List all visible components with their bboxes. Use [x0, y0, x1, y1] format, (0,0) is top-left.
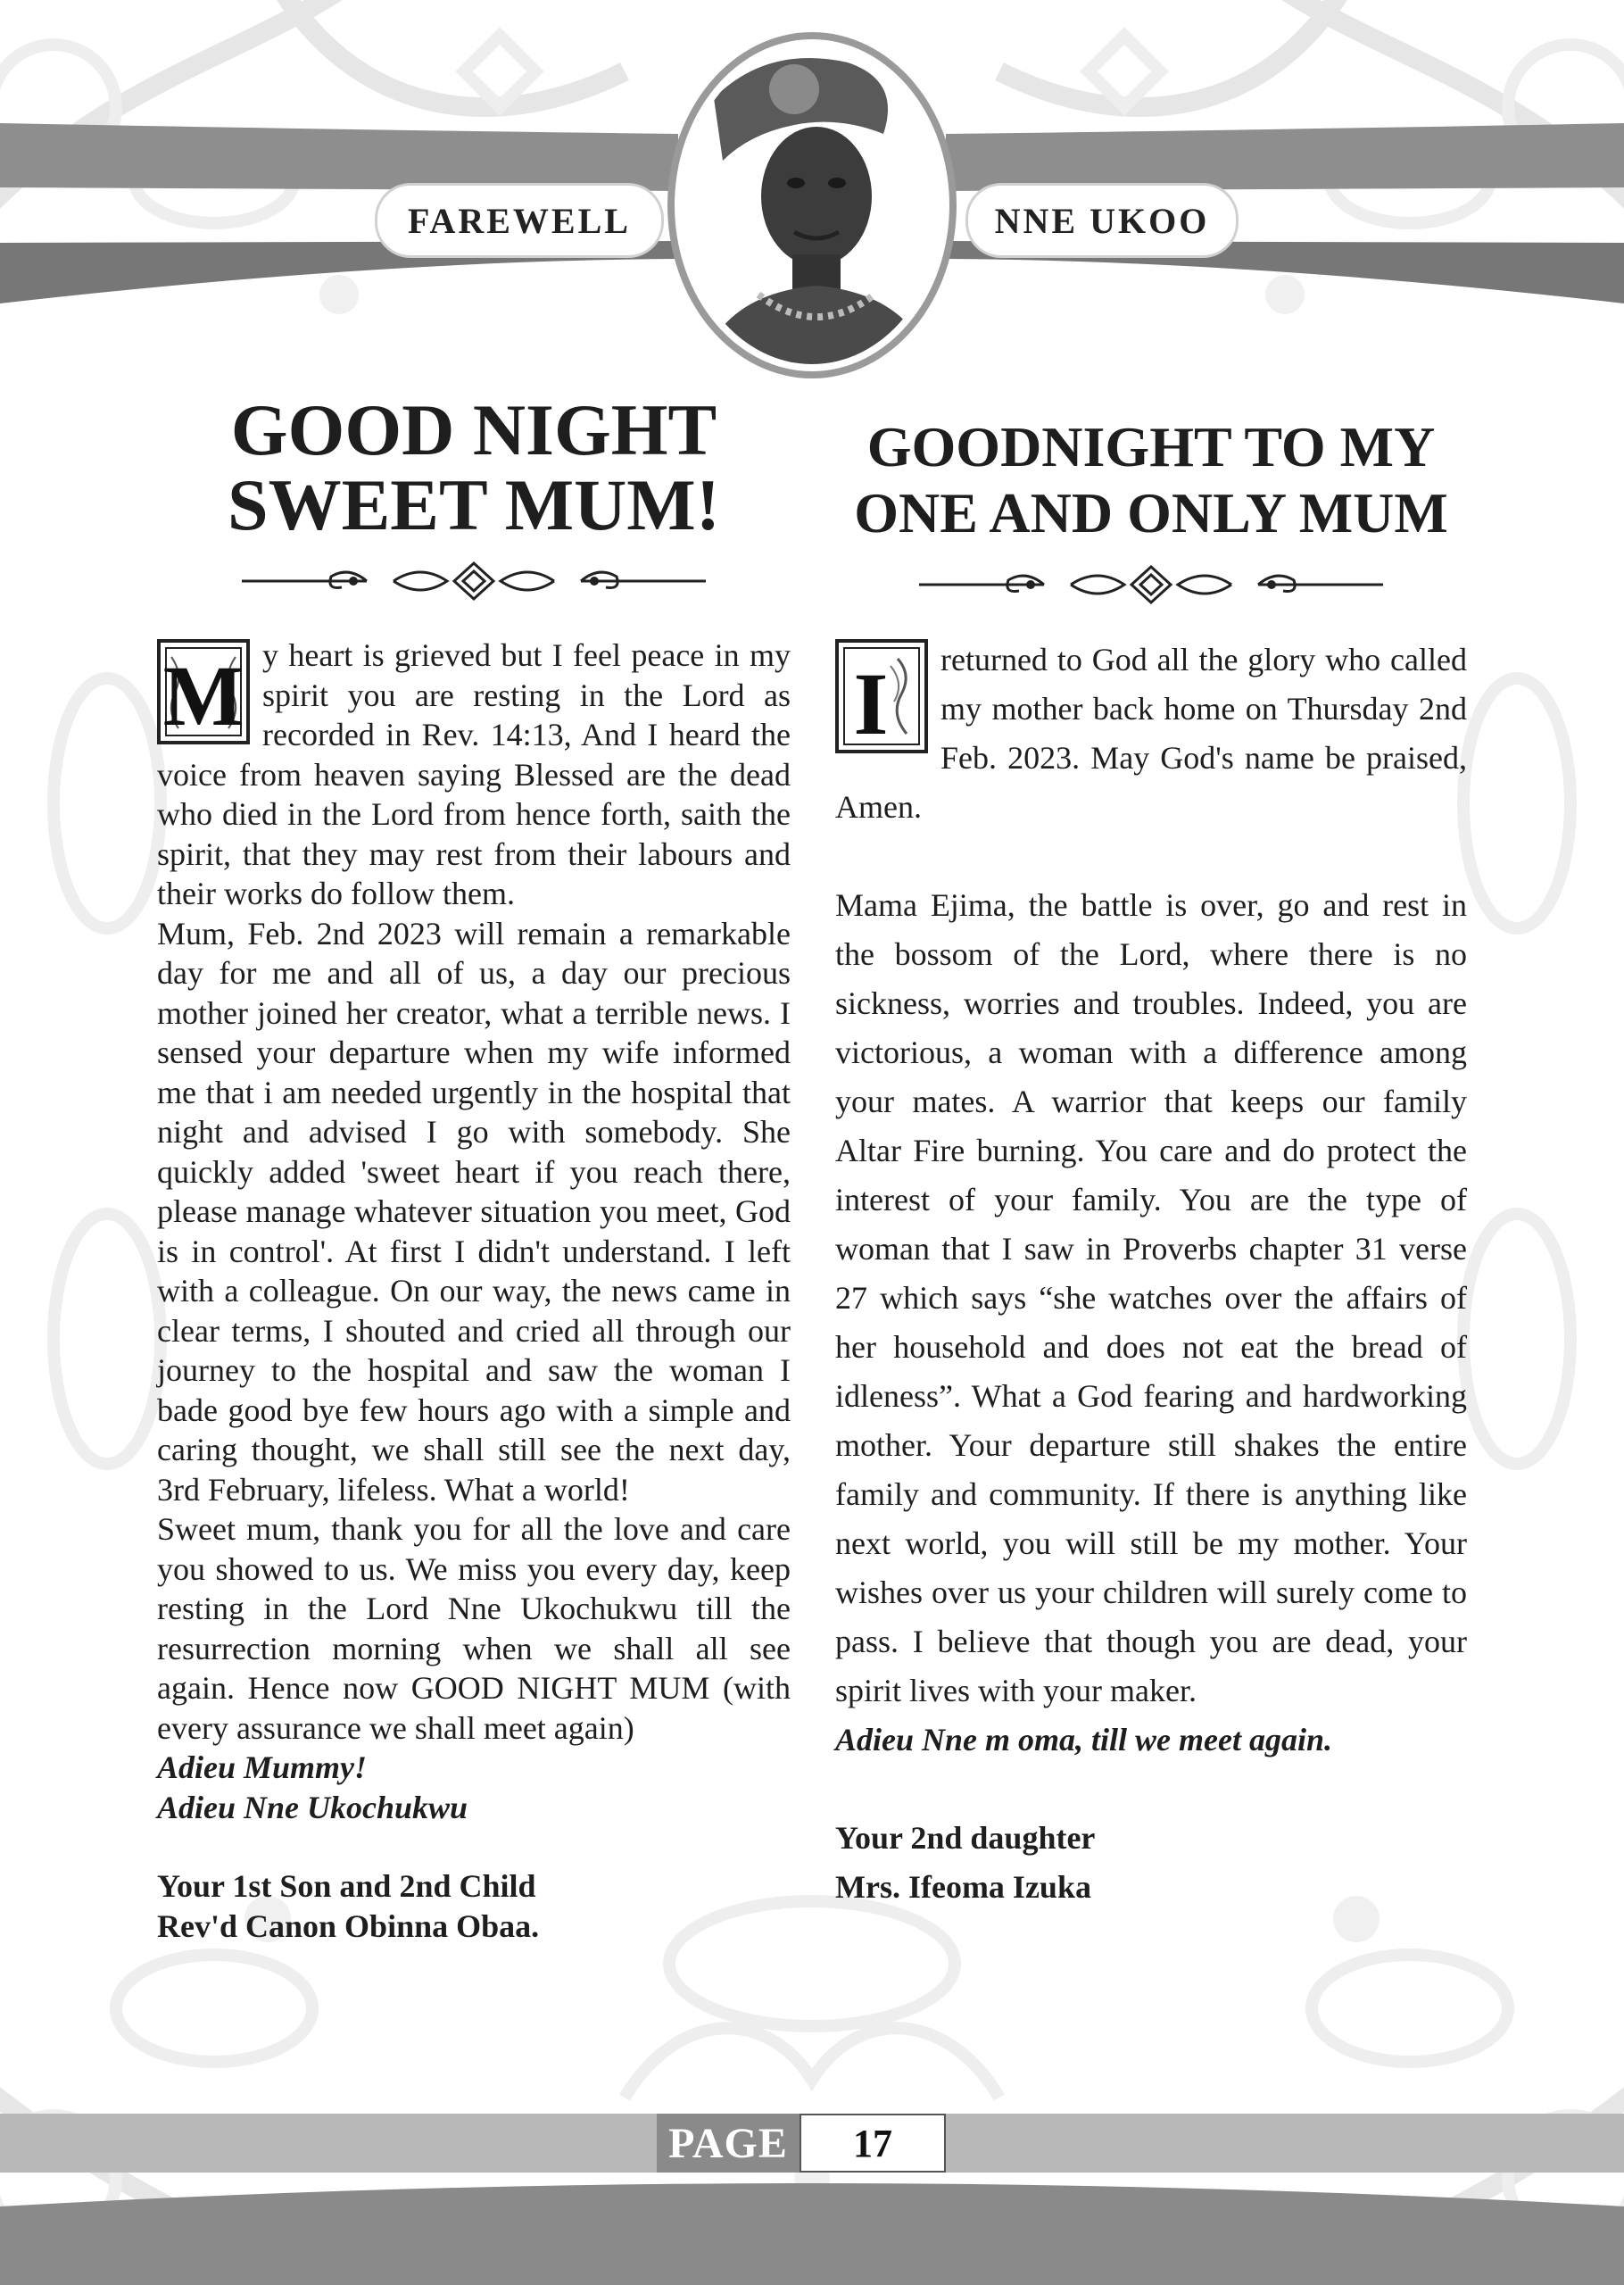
page-label: PAGE: [657, 2114, 800, 2173]
dropcap-m-letter: M: [162, 648, 244, 744]
left-signature-line1: Your 1st Son and 2nd Child: [157, 1868, 536, 1904]
right-signature-line1: Your 2nd daughter: [835, 1820, 1096, 1856]
left-article-body: [157, 636, 791, 1946]
flourish-divider-icon: [919, 562, 1383, 607]
left-adieu-1: Adieu Mummy!: [157, 1749, 368, 1785]
left-paragraph-3: Sweet mum, thank you for all the love and care you showed to us. We miss you every day, keep resting in the Lord Nne Ukochukwu till the resurrection morning when we shall all see again. Hence now GOOD NIGHT MUM (with every assurance we shall meet again): [157, 1511, 791, 1746]
dropcap-m: [157, 639, 250, 744]
right-signature-line2: Mrs. Ifeoma Izuka: [835, 1869, 1091, 1905]
left-title-line1: GOOD NIGHT: [230, 389, 717, 470]
farewell-tab: FAREWELL: [375, 183, 664, 258]
nne-ukoo-tab: NNE UKOO: [965, 183, 1239, 258]
right-article-body: [835, 636, 1467, 1912]
left-signature-line2: Rev'd Canon Obinna Obaa.: [157, 1907, 540, 1944]
left-article-title: [157, 389, 791, 545]
right-adieu: Adieu Nne m oma, till we meet again.: [835, 1722, 1332, 1757]
right-title-line2: ONE AND ONLY MUM: [854, 481, 1448, 544]
left-adieu-2: Adieu Nne Ukochukwu: [157, 1789, 468, 1825]
dropcap-i: [835, 639, 928, 753]
dropcap-i-letter: I: [853, 654, 889, 753]
flourish-divider-icon: [242, 559, 706, 603]
page-number-box: [657, 2114, 948, 2173]
left-paragraph-1: y heart is grieved but I feel peace in my spirit you are resting in the Lord as recorded in Rev. 14:13, And I heard the voice from heaven saying Blessed are the dead who died in the Lord from hence forth, saith the spirit, that they may rest from their labours and their works do follow them.: [157, 637, 791, 911]
portrait-photo: [660, 27, 964, 384]
left-paragraph-2: Mum, Feb. 2nd 2023 will remain a remarkable day for me and all of us, a day our precious mother joined her creator, what a terrible news. I sensed your departure when my wife informed me that i am needed urgently in the hospital that night and advised I go with somebody. She quickly added 'sweet heart if you reach there, please manage whatever situation you meet, God is in control'. At first I didn't understand. I left with a colleague. On our way, the news came in clear terms, I shouted and cried all through our journey to the hospital and saw the woman I bade good bye few hours ago with a simple and caring thought, we shall still see the next day, 3rd February, lifeless. What a world!: [157, 915, 791, 1508]
right-article-title: [835, 414, 1467, 546]
right-article-header: [835, 393, 1467, 607]
right-title-line1: GOODNIGHT TO MY: [866, 415, 1436, 478]
page-number: 17: [800, 2114, 946, 2173]
right-paragraph-1: returned to God all the glory who called my mother back home on Thursday 2nd Feb. 2023. May God's name be praised, Amen.: [835, 642, 1467, 825]
right-paragraph-2: Mama Ejima, the battle is over, go and rest in the bossom of the Lord, where there is no sickness, worries and troubles. Indeed, you are victorious, a woman with a difference among your mates. A warrior that keeps our family Altar Fire burning. You care and do protect the interest of your family. You are the type of woman that I saw in Proverbs chapter 31 verse 27 which says “she watches over the affairs of her household and does not eat the bread of idleness”. What a God fearing and hardworking mother. Your departure still shakes the entire family and community. If there is anything like next world, you will still be my mother. Your wishes over us your children will surely come to pass. I believe that though you are dead, your spirit lives with your maker.: [835, 887, 1467, 1708]
left-title-line2: SWEET MUM!: [227, 464, 721, 545]
left-article-header: [157, 389, 791, 603]
